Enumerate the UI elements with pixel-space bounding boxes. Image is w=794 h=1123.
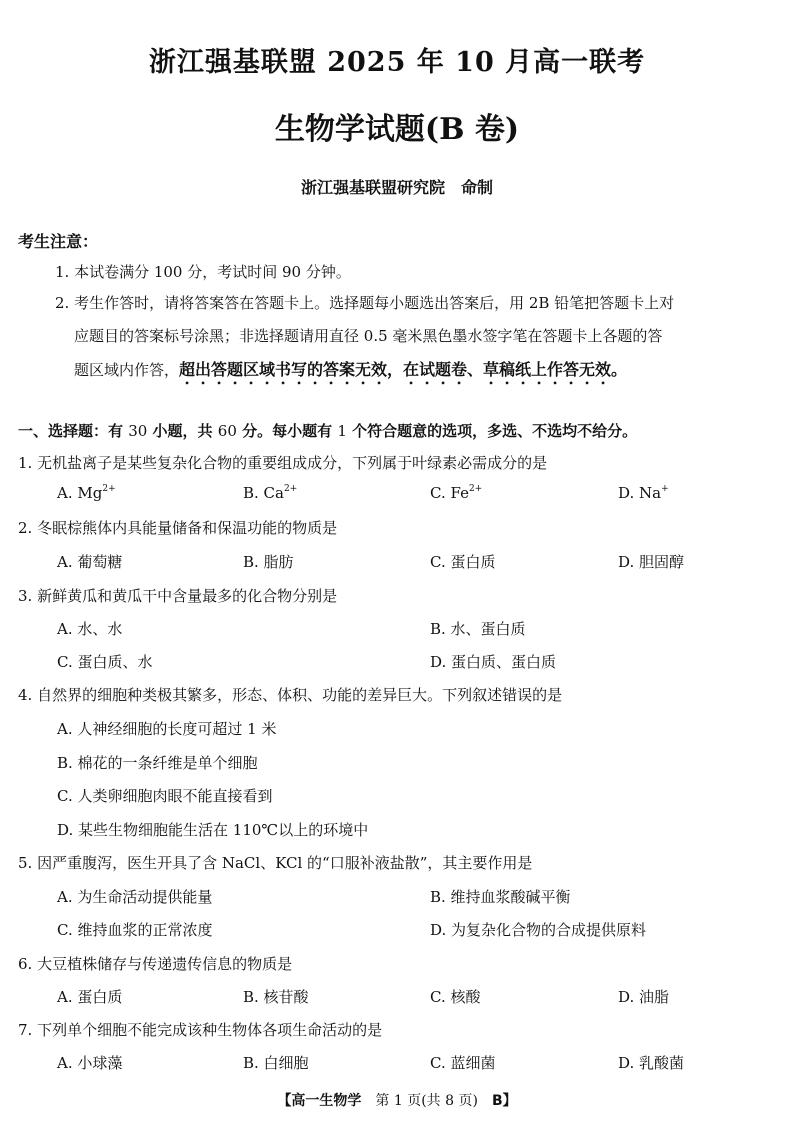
answer-option: A. 小球藻	[57, 1054, 123, 1072]
section-score: 60	[217, 422, 237, 440]
notice-item-1: 1. 本试卷满分 100 分，考试时间 90 分钟。	[55, 263, 351, 281]
answer-option: D. 某些生物细胞能生活在 110℃以上的环境中	[57, 821, 369, 839]
question-stem: 2. 冬眠棕熊体内具能量储备和保温功能的物质是	[18, 519, 338, 537]
footer-subject: 【高一生物学	[277, 1093, 362, 1109]
answer-option: A. 水、水	[57, 620, 123, 638]
answer-option: C. 维持血浆的正常浓度	[57, 921, 213, 939]
notice-item-2-line-1: 2. 考生作答时，请将答案答在答题卡上。选择题每小题选出答案后，用 2B 铅笔把答题卡上对	[55, 294, 675, 312]
ion-charge: 2+	[468, 484, 483, 494]
answer-option: B. 核苷酸	[243, 988, 309, 1006]
notice-heading: 考生注意：	[18, 232, 99, 251]
answer-option: D. 胆固醇	[618, 553, 685, 571]
answer-option: D. 为复杂化合物的合成提供原料	[430, 921, 647, 939]
section-heading	[18, 420, 637, 441]
question-stem: 1. 无机盐离子是某些复杂化合物的重要组成成分，下列属于叶绿素必需成分的是	[18, 454, 548, 472]
exam-title: 浙江强基联盟 2025 年 10 月高一联考	[148, 47, 646, 78]
answer-option: B. 水、蛋白质	[430, 620, 526, 638]
section-text: 小题，共	[147, 422, 218, 440]
answer-option: B. 白细胞	[243, 1054, 309, 1072]
notice-item-2-line-3	[74, 357, 627, 388]
answer-option: A. 葡萄糖	[57, 553, 123, 571]
notice-item-2-line-2: 应题目的答案标号涂黑；非选择题请用直径 0.5 毫米黑色墨水签字笔在答题卡上各题的答	[74, 327, 663, 345]
answer-option: C. 蛋白质、水	[57, 653, 153, 671]
answer-option: B. 棉花的一条纤维是单个细胞	[57, 754, 258, 772]
question-stem: 3. 新鲜黄瓜和黄瓜干中含量最多的化合物分别是	[18, 587, 338, 605]
exam-subtitle: 生物学试题(B 卷)	[274, 112, 520, 147]
notice-emphasis: 超出答题区域书写的答案无效，在试题卷、草稿纸上作答无效。	[179, 360, 628, 379]
answer-option: C. 蓝细菌	[430, 1054, 496, 1072]
question-stem: 5. 因严重腹泻，医生开具了含 NaCl、KCl 的“口服补液盐散”，其主要作用是	[18, 854, 533, 872]
answer-option: A. 为生命活动提供能量	[57, 888, 213, 906]
ion-charge: +	[661, 484, 669, 494]
section-text: 分。每小题有	[236, 422, 338, 440]
ion-charge: 2+	[283, 484, 298, 494]
notice-item-2-text: 题区域内作答，	[74, 361, 180, 379]
answer-option: D. Na+	[618, 484, 669, 502]
section-option-count: 1	[337, 422, 347, 440]
question-stem: 4. 自然界的细胞种类极其繁多，形态、体积、功能的差异巨大。下列叙述错误的是	[18, 686, 563, 704]
section-text: 个符合题意的选项，多选、不选均不给分。	[346, 422, 638, 440]
page-footer	[0, 1090, 794, 1110]
answer-option: A. 人神经细胞的长度可超过 1 米	[57, 720, 277, 738]
footer-page-number: 第 1 页(共 8 页)	[375, 1093, 478, 1109]
ion-charge: 2+	[102, 484, 116, 494]
answer-option: C. 蛋白质	[430, 553, 496, 571]
question-stem: 6. 大豆植株储存与传递遗传信息的物质是	[18, 955, 293, 973]
answer-option: B. 维持血浆酸碱平衡	[430, 888, 571, 906]
answer-option: C. $Fe^{2+}$	[430, 484, 483, 502]
answer-option: D. 乳酸菌	[618, 1054, 685, 1072]
answer-option: B. $Ca^{2+}$	[243, 484, 298, 502]
section-count: 30	[128, 422, 148, 440]
question-stem: 7. 下列单个细胞不能完成该种生物体各项生命活动的是	[18, 1021, 383, 1039]
answer-option: C. 核酸	[430, 988, 481, 1006]
answer-option: B. 脂肪	[243, 553, 294, 571]
answer-option: D. 蛋白质、蛋白质	[430, 653, 557, 671]
exam-author: 浙江强基联盟研究院 命制	[300, 178, 493, 197]
answer-option: D. 油脂	[618, 988, 670, 1006]
footer-paper-version: B】	[491, 1093, 517, 1109]
section-text: 一、选择题：有	[18, 422, 129, 440]
answer-option: A. $Mg^{2+}$	[57, 484, 116, 502]
answer-option: A. 蛋白质	[57, 988, 123, 1006]
answer-option: C. 人类卵细胞肉眼不能直接看到	[57, 787, 273, 805]
